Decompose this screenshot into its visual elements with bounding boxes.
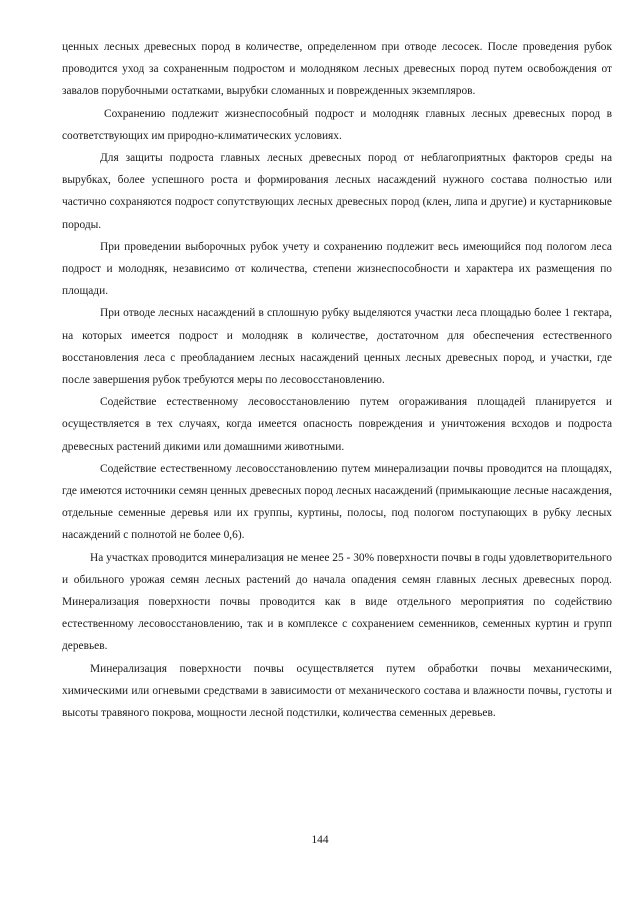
paragraph-8: На участках проводится минерализация не менее 25 - 30% поверхности почвы в годы удовлетворительного и обильного урожая семян лесных растений до начала опадения семян главных лесных древесных пород. Минерализация поверхности почвы проводится как в виде отдельного мероприятия по содействию естественному лесовосстановлению, так и в комплексе с сохранением семенников, семенных куртин и групп деревьев.	[62, 551, 612, 653]
paragraph-5: При отводе лесных насаждений в сплошную рубку выделяются участки леса площадью более 1 гектара, на которых имеется подрост и молодняк в количестве, достаточном для обеспечения естественного восстановления леса с преобладанием лесных насаждений ценных лесных древесных пород, и участки, где после завершения рубок требуются меры по лесовосстановлению.	[62, 307, 612, 387]
document-body	[62, 36, 612, 724]
page-number: 144	[311, 834, 329, 846]
paragraph-6: Содействие естественному лесовосстановлению путем огораживания площадей планируется и осуществляется в тех случаях, когда имеется опасность повреждения и уничтожения всходов и подроста древесных растений дикими или домашними животными.	[62, 396, 612, 453]
paragraph-2: Сохранению подлежит жизнеспособный подрост и молодняк главных лесных древесных пород в соответствующих им природно-климатических условиях.	[62, 107, 612, 142]
paragraph-1: ценных лесных древесных пород в количестве, определенном при отводе лесосек. После проведения рубок проводится уход за сохраненным подростом и молодняком лесных древесных пород путем освобождения от завалов порубочными остатками, вырубки сломанных и поврежденных экземпляров.	[62, 41, 612, 98]
paragraph-9: Минерализация поверхности почвы осуществляется путем обработки почвы механическими, химическими или огневыми средствами в зависимости от механического состава и влажности почвы, густоты и высоты травяного покрова, мощности лесной подстилки, количества семенных деревьев.	[62, 662, 612, 720]
paragraph-3: Для защиты подроста главных лесных древесных пород от неблагоприятных факторов среды на вырубках, более успешного роста и формирования лесных насаждений нужного состава полностью или частично сохраняются подрост сопутствующих лесных древесных пород (клен, липа и другие) и кустарниковые породы.	[62, 152, 612, 231]
paragraph-4: При проведении выборочных рубок учету и сохранению подлежит весь имеющийся под пологом леса подрост и молодняк, независимо от количества, степени жизнеспособности и характера их размещения по площади.	[62, 240, 612, 298]
paragraph-7: Содействие естественному лесовосстановлению путем минерализации почвы проводится на площадях, где имеются источники семян ценных древесных пород лесных насаждений (примыкающие лесные насаждения, отдельные семенные деревья или их группы, куртины, полосы, под пологом поступающих в рубку лесных насаждений с полнотой не более 0,6).	[62, 462, 612, 542]
